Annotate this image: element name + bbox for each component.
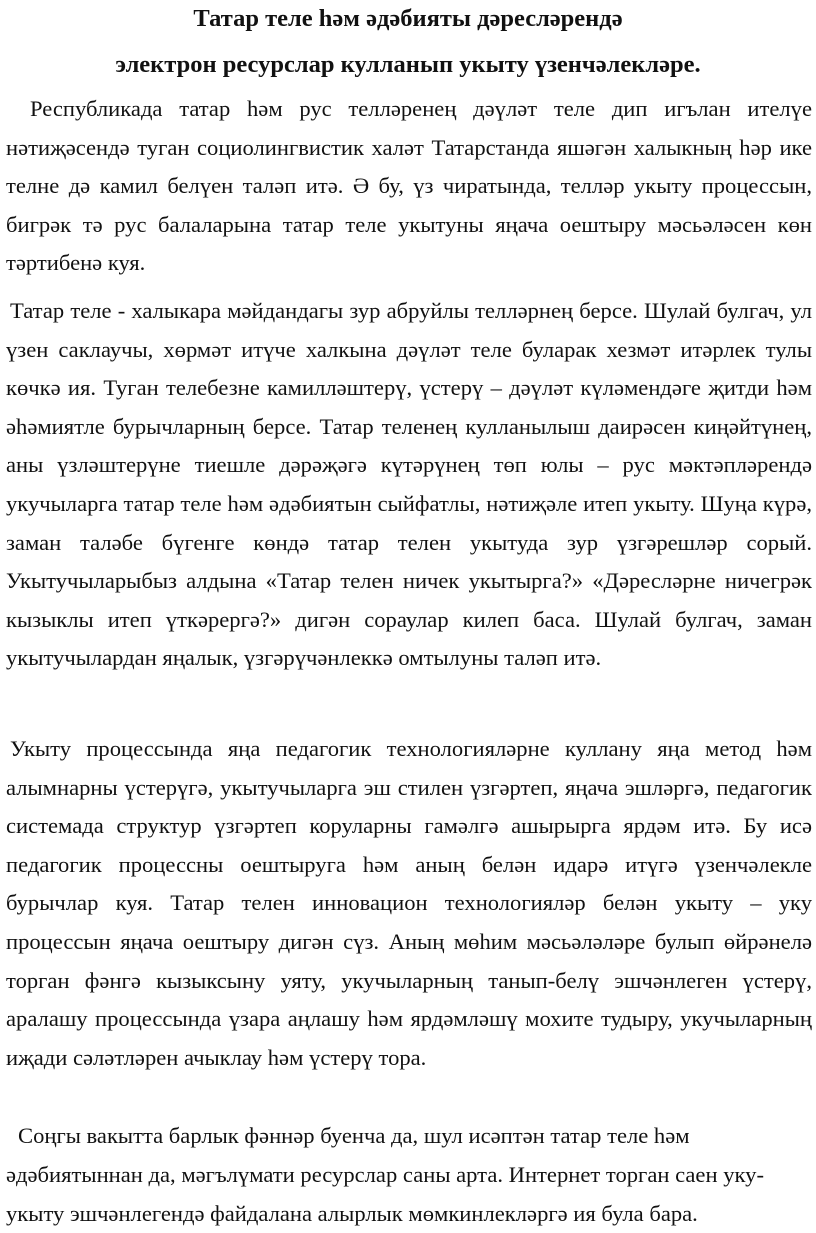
paragraph-2: Татар теле - халыкара мәйдандагы зур абруйлы телләрнең берсе. Шулай булгач, ул үзен саклаучы, хөрмәт итүче халкына дәүләт теле буларак хезмәт итәрлек тулы көчкә ия. Туган телебезне камилләштерү, үстерү – дәүләт күләмендәге җитди һәм әһәмиятле бурычларның берсе. Татар теленең кулланылыш даирәсен киңәйтүнең, аны үзләштерүне тиешле дәрәҗәгә күтәрүнең төп юлы – рус мәктәпләрендә укучыларга татар теле һәм әдәбиятын сыйфатлы, нәтиҗәле итеп укыту. Шуңа күрә, заман таләбе бүгенге көндә татар телен укытуда зур үзгәрешләр сорый. Укытучыларыбыз алдына «Татар телен ничек укытырга?» «Дәресләрне ничегрәк кызыклы итеп үткәрергә?» дигән сораулар килеп баса. Шулай булгач, заман укытучылардан яңалык, үзгәрүчәнлеккә омтылуны таләп итә.	[6, 298, 812, 671]
document-title-line-2: электрон ресурслар кулланып укыту үзенчәлекләре.	[115, 51, 701, 78]
paragraph-3: Укыту процессында яңа педагогик технологияләрне куллану яңа метод һәм алымнарны үстерүгә, укытучыларга эш стилен үзгәртеп, яңача эшләргә, педагогик системада структур үзгәртеп коруларны гамәлгә ашырырга ярдәм итә. Бу исә педагогик процессны оештыруга һәм аның белән идарә итүгә үзенчәлекле бурычлар куя. Татар телен инновацион технологияләр белән укыту – уку процессын яңача оештыру дигән сүз. Аның мөһим мәсьәләләре булып өйрәнелә торган фәнгә кызыксыну уяту, укучыларның танып-белү эшчәнлеген үстерү, аралашу процессында үзара аңлашу һәм ярдәмләшү мохите тудыру, укучыларның иҗади сәләтләрен ачыклау һәм үстерү тора.	[6, 736, 812, 1070]
paragraph-4: Соңгы вакытта барлык фәннәр буенча да, шул исәптән татар теле һәм әдәбиятыннан да, мәгълүмати ресурслар саны арта. Интернет торган саен уку-укыту эшчәнлегендә файдалана алырлык мөмкинлекләргә ия була бара.	[6, 1123, 764, 1226]
paragraph-1: Республикада татар һәм рус телләренең дәүләт теле дип игълан ителүе нәтиҗәсендә туган социолингвистик халәт Татарстанда яшәгән халыкның һәр ике телне дә камил белүен таләп итә. Ә бу, үз чиратында, телләр укыту процессын, бигрәк тә рус балаларына татар теле укытуны яңача оештыру мәсьәләсен көн тәртибенә куя.	[6, 96, 812, 276]
document-title-line-1: Татар теле һәм әдәбияты дәресләрендә	[193, 5, 623, 32]
